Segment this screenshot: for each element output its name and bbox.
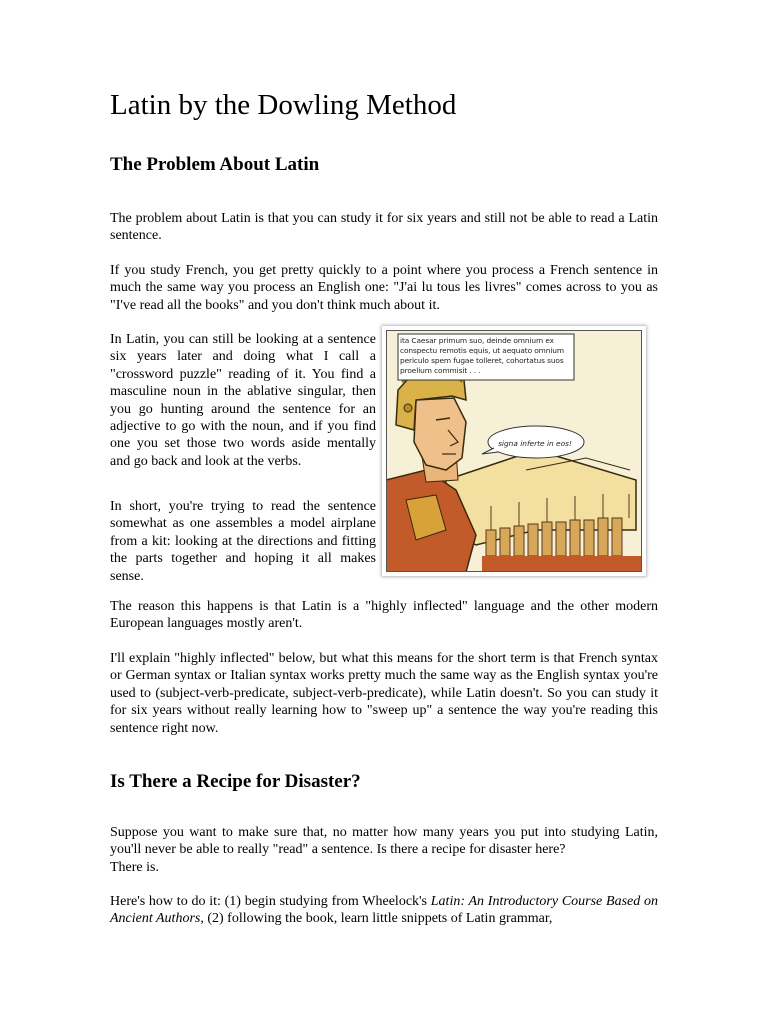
comic-illustration xyxy=(382,326,646,576)
paragraph: In Latin, you can still be looking at a sentence six years later and doing what I call a "crossword puzzle" reading of it. You find a masculine noun in the ablative singular, then you go hunting around the sentence for an adjective to go with the noun, and if you find one you set those two words aside mentally and go back and look at the verbs. xyxy=(110,332,376,469)
paragraph: If you study French, you get pretty quickly to a point where you process a French sentence in much the same way you process an English one: "J'ai lu tous les livres" comes across to you as "I've read all the books" and you don't think much about it. xyxy=(110,263,658,313)
text-run: , (2) following the book, learn little snippets of Latin grammar, xyxy=(200,911,553,927)
paragraph xyxy=(110,893,658,928)
book-title: Latin: An Introductory Course Based on Ancient Authors xyxy=(110,894,658,927)
speech-bubble: signa inferte in eos! xyxy=(498,439,572,448)
section-heading-problem: The Problem About Latin xyxy=(110,154,320,175)
paragraph: In short, you're trying to read the sentence somewhat as one assembles a model airplane from a kit: looking at the directions and fitting the parts together and hoping it all makes sense. xyxy=(110,499,376,584)
paragraph: The reason this happens is that Latin is a "highly inflected" language and the other modern European languages mostly aren't. xyxy=(110,599,658,632)
paragraph: The problem about Latin is that you can study it for six years and still not be able to read a Latin sentence. xyxy=(110,211,658,244)
paragraph: I'll explain "highly inflected" below, but what this means for the short term is that French syntax or German syntax or Italian syntax works pretty much the same way as the English syntax you're used to (subject-verb-predicate, subject-verb-predicate), while Latin doesn't. So you can study it for six years without really learning how to "sweep up" a sentence the way you're reading this sentence right now. xyxy=(110,651,658,736)
page-title: Latin by the Dowling Method xyxy=(110,89,457,121)
paragraph: There is. xyxy=(110,860,159,875)
comic-caption: ita Caesar primum suo, deinde omnium ex conspectu remotis equis, ut aequato omnium periculo spem fugae tolleret, cohortatus suos proelium commisit . . . xyxy=(400,336,564,375)
text-run: Here's how to do it: (1) begin studying from Wheelock's xyxy=(110,894,431,909)
section-heading-recipe: Is There a Recipe for Disaster? xyxy=(110,771,361,792)
paragraph: Suppose you want to make sure that, no matter how many years you put into studying Latin, you'll never be able to really "read" a sentence. Is there a recipe for disaster here? xyxy=(110,825,658,858)
